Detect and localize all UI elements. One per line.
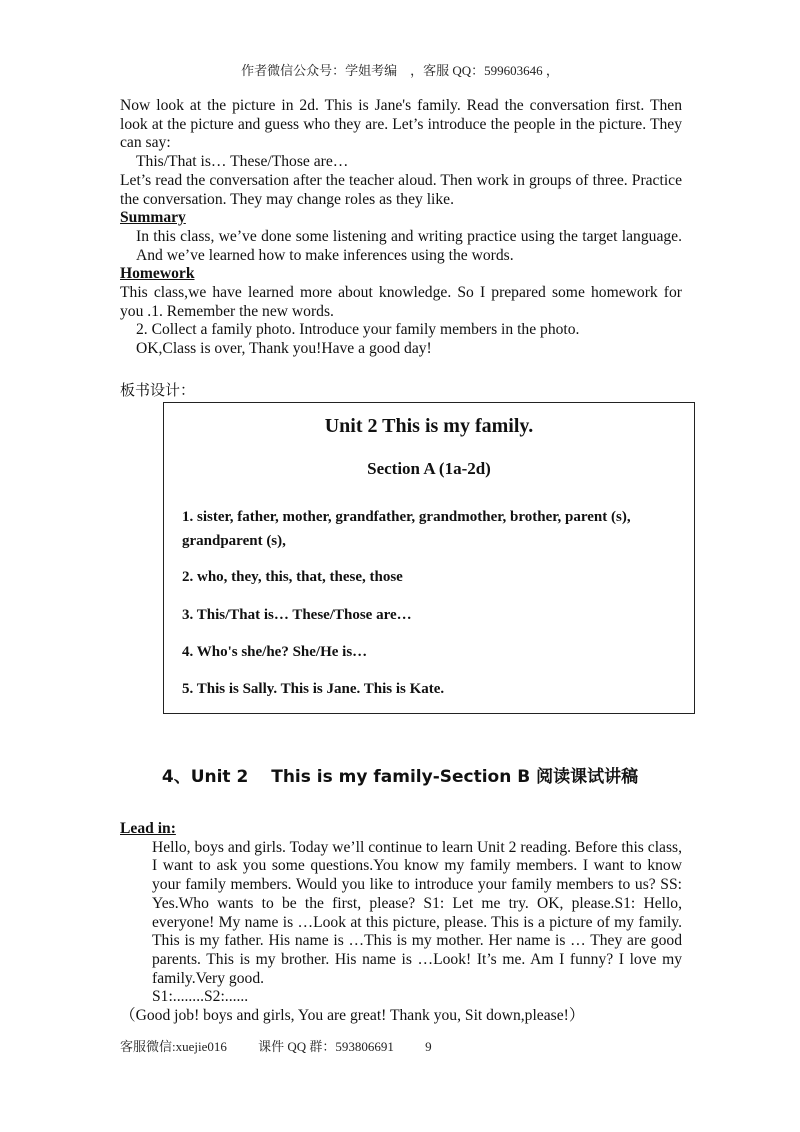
paragraph-intro: Now look at the picture in 2d. This is Jane's family. Read the conversation first. Then look at the picture and guess who they are. Let’s introduce the people in the picture. They can say: [120, 97, 682, 152]
board-subtitle: Section A (1a-2d) [367, 459, 491, 478]
summary-heading: Summary [120, 209, 186, 227]
board-line-4: 4. Who's she/he? She/He is… [182, 644, 368, 660]
dialog-line: S1:........S2:...... [152, 988, 249, 1006]
footer-wechat: 客服微信:xuejie016 [120, 1039, 227, 1054]
page-footer [120, 1036, 460, 1055]
paragraph-practice: Let’s read the conversation after the teacher aloud. Then work in groups of three. Practice the conversation. They may change roles as they like. [120, 171, 682, 208]
footer-qq-group: 课件 QQ 群：593806691 [258, 1039, 394, 1054]
paragraph-pattern: This/That is… These/Those are… [136, 153, 349, 171]
page-number: 9 [425, 1039, 432, 1054]
board-design-label: 板书设计： [120, 383, 196, 399]
board-line-2: 2. who, they, this, that, these, those [182, 569, 403, 585]
homework-text-3: OK,Class is over, Thank you!Have a good day! [136, 340, 432, 358]
lead-in-body: Hello, boys and girls. Today we’ll continue to learn Unit 2 reading. Before this class, I want to ask you some questions.You know my family members. I want to know your family members. Would you like to introduce your family members to us? SS: Yes.Who wants to be the first, please? S1: Let me try. OK, please.S1: Hello, everyone! My name is …Look at this picture, please. This is a picture of my family. This is my father. His name is …This is my mother. Her name is … They are good parents. This is my brother. His name is …Look! It’s me. Am I funny? I love my family.Very good. [152, 838, 682, 987]
lead-in-text [120, 839, 682, 989]
section-b-title: 4、Unit 2 This is my family-Section B 阅读课试讲稿 [161, 767, 639, 787]
homework-text-1: This class,we have learned more about knowledge. So I prepared some homework for you .1. Remember the new words. [120, 284, 682, 320]
board-line-1: 1. sister, father, mother, grandfather, grandmother, brother, parent (s), grandparent (s), [182, 509, 631, 549]
summary-text: In this class, we’ve done some listening and writing practice using the target language. And we’ve learned how to make inferences using the words. [136, 227, 682, 264]
blackboard-box [163, 402, 695, 714]
board-title: Unit 2 This is my family. [324, 415, 534, 437]
homework-heading: Homework [120, 265, 195, 283]
closing-line: （Good job! boys and girls, You are great! Thank you, Sit down,please!） [120, 1007, 585, 1025]
lead-in-section [120, 820, 682, 1026]
board-line-3: 3. This/That is… These/Those are… [182, 607, 412, 623]
lead-in-heading: Lead in: [120, 820, 176, 837]
board-line-5: 5. This is Sally. This is Jane. This is Kate. [182, 681, 445, 697]
top-section [120, 97, 682, 359]
page-header: 作者微信公众号：学姐考编 ，客服 QQ：599603646 ， [241, 63, 559, 78]
homework-text-2: 2. Collect a family photo. Introduce your family members in the photo. [136, 321, 580, 339]
